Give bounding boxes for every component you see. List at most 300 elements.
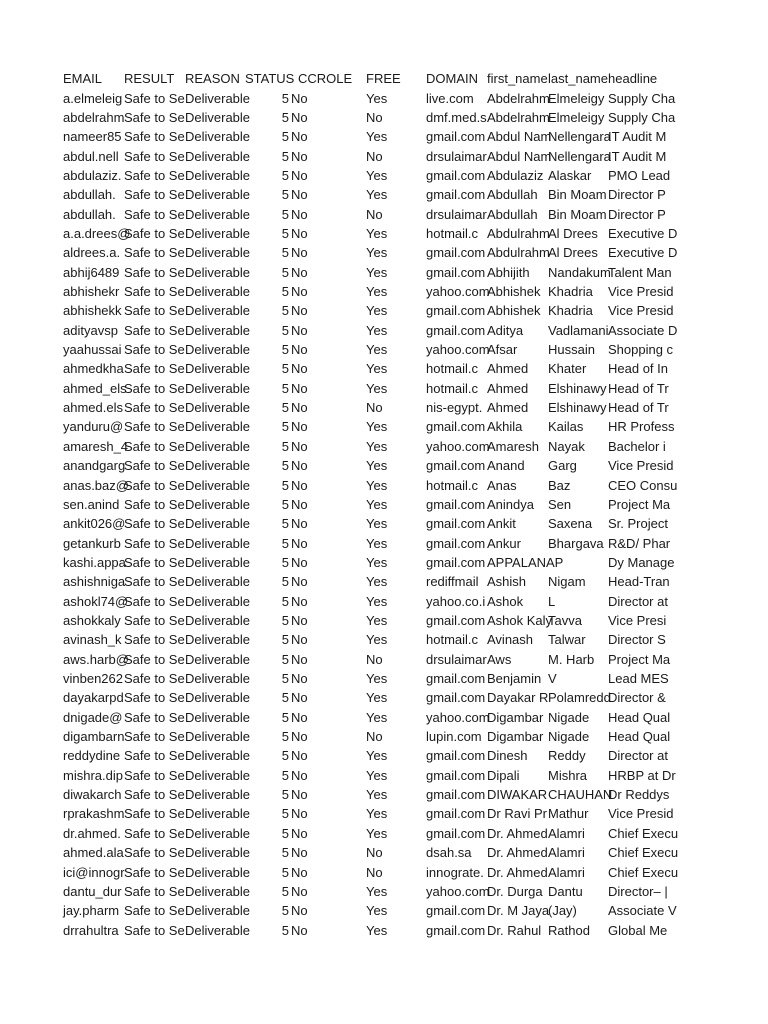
cell-result: Safe to Se bbox=[124, 148, 185, 164]
table-row bbox=[0, 301, 768, 320]
cell-last-name: Alamri bbox=[548, 845, 585, 861]
cell-free: Yes bbox=[366, 593, 388, 609]
cell-free: Yes bbox=[366, 671, 388, 686]
cell-ccrole: No bbox=[291, 671, 308, 686]
cell-first-name: Ahmed bbox=[487, 400, 529, 416]
cell-free: Yes bbox=[366, 806, 388, 822]
cell-ccrole: No bbox=[291, 245, 308, 261]
cell-reason: Deliverable bbox=[185, 167, 251, 183]
table-row bbox=[0, 785, 768, 804]
cell-headline: Director S bbox=[608, 632, 666, 648]
cell-domain: gmail.com bbox=[426, 496, 486, 512]
cell-headline: Director & bbox=[608, 690, 666, 706]
cell-last-name: Nigade bbox=[548, 729, 590, 745]
cell-email: abhishekr bbox=[63, 284, 120, 299]
cell-result: Safe to Se bbox=[124, 535, 185, 551]
cell-last-name: M. Harb bbox=[548, 651, 595, 667]
cell-email: ahmed.ala bbox=[63, 845, 124, 861]
cell-result: Safe to Se bbox=[124, 516, 185, 532]
cell-status: 5 bbox=[281, 419, 289, 435]
cell-ccrole: No bbox=[291, 109, 308, 125]
cell-free: Yes bbox=[366, 419, 388, 435]
cell-status: 5 bbox=[281, 129, 289, 145]
cell-first-name: Abdullah bbox=[487, 206, 538, 222]
cell-domain: gmail.com bbox=[426, 922, 486, 938]
cell-first-name: Dipali bbox=[487, 767, 520, 783]
cell-status: 5 bbox=[281, 535, 289, 551]
cell-status: 5 bbox=[281, 496, 289, 512]
cell-first-name: Dayakar R bbox=[487, 690, 549, 706]
cell-ccrole: No bbox=[291, 206, 308, 222]
cell-reason: Deliverable bbox=[185, 90, 251, 106]
cell-free: No bbox=[366, 845, 383, 861]
cell-email: ashishniga bbox=[63, 574, 126, 590]
cell-first-name: Dr. Ahmed bbox=[487, 845, 548, 861]
cell-reason: Deliverable bbox=[185, 612, 251, 628]
cell-headline: Sr. Project bbox=[608, 516, 668, 532]
cell-first-name: DIWAKAR bbox=[487, 787, 548, 803]
cell-domain: yahoo.com bbox=[426, 709, 490, 725]
table-row bbox=[0, 824, 768, 843]
cell-first-name: Ankit bbox=[487, 516, 516, 532]
cell-domain: gmail.com bbox=[426, 245, 486, 261]
cell-domain: gmail.com bbox=[426, 690, 486, 706]
cell-status: 5 bbox=[281, 109, 289, 125]
cell-domain: nis-egypt. bbox=[426, 400, 483, 416]
cell-last-name: Nellengara bbox=[548, 129, 611, 145]
cell-free: Yes bbox=[366, 496, 388, 512]
cell-email: dr.ahmed. bbox=[63, 825, 121, 841]
cell-first-name: Avinash bbox=[487, 632, 534, 648]
cell-last-name: Alamri bbox=[548, 825, 585, 841]
cell-email: ici@innogr bbox=[63, 864, 125, 880]
cell-headline: Executive D bbox=[608, 245, 678, 261]
cell-reason: Deliverable bbox=[185, 148, 251, 164]
cell-reason: Deliverable bbox=[185, 651, 251, 667]
cell-reason: Deliverable bbox=[185, 903, 251, 919]
cell-domain: gmail.com bbox=[426, 322, 486, 338]
cell-status: 5 bbox=[281, 303, 289, 319]
cell-ccrole: No bbox=[291, 496, 308, 512]
cell-status: 5 bbox=[281, 729, 289, 745]
cell-headline: Head Qual bbox=[608, 709, 671, 725]
cell-headline: Shopping c bbox=[608, 342, 674, 358]
cell-result: Safe to Se bbox=[124, 496, 185, 512]
cell-result: Safe to Se bbox=[124, 109, 185, 125]
cell-headline: CEO Consu bbox=[608, 477, 678, 493]
cell-free: Yes bbox=[366, 535, 388, 551]
cell-ccrole: No bbox=[291, 690, 308, 706]
cell-headline: R&D/ Phar bbox=[608, 535, 671, 551]
cell-email: ahmed_els bbox=[63, 380, 127, 396]
cell-headline: Associate V bbox=[608, 903, 677, 919]
cell-result: Safe to Se bbox=[124, 284, 185, 299]
cell-domain: yahoo.co.i bbox=[426, 593, 486, 609]
table-row bbox=[0, 688, 768, 707]
cell-result: Safe to Se bbox=[124, 361, 185, 377]
cell-domain: gmail.com bbox=[426, 516, 486, 532]
cell-email: reddydine bbox=[63, 748, 121, 764]
cell-domain: hotmail.c bbox=[426, 632, 479, 648]
cell-free: Yes bbox=[366, 903, 388, 919]
cell-headline: Head Qual bbox=[608, 729, 671, 745]
cell-first-name: Dr. Rahul bbox=[487, 922, 542, 938]
cell-result: Safe to Se bbox=[124, 845, 185, 861]
cell-reason: Deliverable bbox=[185, 729, 251, 745]
cell-email: nameer85 bbox=[63, 129, 122, 145]
cell-result: Safe to Se bbox=[124, 419, 185, 435]
cell-last-name: Nandakum bbox=[548, 264, 611, 280]
cell-status: 5 bbox=[281, 322, 289, 338]
cell-reason: Deliverable bbox=[185, 516, 251, 532]
cell-headline: Supply Cha bbox=[608, 90, 676, 106]
cell-result: Safe to Se bbox=[124, 129, 185, 145]
cell-first-name: Amaresh bbox=[487, 438, 540, 454]
cell-ccrole: No bbox=[291, 767, 308, 783]
cell-email: sen.anind bbox=[63, 496, 120, 512]
cell-ccrole: No bbox=[291, 748, 308, 764]
cell-last-name: L bbox=[548, 593, 556, 609]
cell-headline: Chief Execu bbox=[608, 825, 679, 841]
cell-ccrole: No bbox=[291, 303, 308, 319]
cell-last-name: Nigam bbox=[548, 574, 586, 590]
cell-headline: IT Audit M bbox=[608, 129, 667, 145]
cell-free: No bbox=[366, 651, 383, 667]
cell-last-name: Bhargava bbox=[548, 535, 604, 551]
cell-email: a.a.drees@ bbox=[63, 225, 131, 241]
table-row bbox=[0, 379, 768, 398]
cell-last-name: Khadria bbox=[548, 303, 593, 319]
table-row bbox=[0, 514, 768, 533]
cell-result: Safe to Se bbox=[124, 225, 185, 241]
cell-ccrole: No bbox=[291, 883, 308, 899]
cell-result: Safe to Se bbox=[124, 554, 185, 570]
cell-last-name: Kailas bbox=[548, 419, 584, 435]
cell-last-name: Elmeleigy bbox=[548, 90, 605, 106]
cell-first-name: Digambar bbox=[487, 709, 544, 725]
cell-result: Safe to Se bbox=[124, 477, 185, 493]
cell-domain: dmf.med.s bbox=[426, 109, 487, 125]
cell-free: Yes bbox=[366, 458, 388, 474]
header-email: EMAIL bbox=[63, 71, 103, 86]
cell-free: Yes bbox=[366, 554, 388, 570]
cell-status: 5 bbox=[281, 148, 289, 164]
cell-last-name: Saxena bbox=[548, 516, 593, 532]
cell-free: No bbox=[366, 109, 383, 125]
cell-status: 5 bbox=[281, 671, 289, 686]
cell-last-name: Baz bbox=[548, 477, 571, 493]
cell-reason: Deliverable bbox=[185, 554, 251, 570]
table-row bbox=[0, 708, 768, 727]
cell-ccrole: No bbox=[291, 593, 308, 609]
cell-free: No bbox=[366, 729, 383, 745]
cell-first-name: Ashok Kaly bbox=[487, 612, 553, 628]
table-row bbox=[0, 127, 768, 146]
header-result: RESULT bbox=[124, 71, 175, 86]
cell-status: 5 bbox=[281, 612, 289, 628]
cell-ccrole: No bbox=[291, 438, 308, 454]
cell-email: abhishekk bbox=[63, 303, 122, 319]
table-row bbox=[0, 108, 768, 127]
cell-domain: yahoo.com bbox=[426, 342, 490, 358]
cell-status: 5 bbox=[281, 767, 289, 783]
cell-email: a.elmeleig bbox=[63, 90, 123, 106]
cell-status: 5 bbox=[281, 651, 289, 667]
cell-email: digambarn bbox=[63, 729, 125, 745]
cell-email: jay.pharm bbox=[63, 903, 120, 919]
cell-ccrole: No bbox=[291, 458, 308, 474]
cell-last-name: Mishra bbox=[548, 767, 588, 783]
cell-ccrole: No bbox=[291, 729, 308, 745]
cell-free: Yes bbox=[366, 922, 388, 938]
table-row bbox=[0, 882, 768, 901]
cell-ccrole: No bbox=[291, 419, 308, 435]
cell-domain: gmail.com bbox=[426, 458, 486, 474]
cell-status: 5 bbox=[281, 187, 289, 203]
cell-free: Yes bbox=[366, 825, 388, 841]
cell-headline: Project Ma bbox=[608, 496, 671, 512]
cell-result: Safe to Se bbox=[124, 303, 185, 319]
cell-result: Safe to Se bbox=[124, 883, 185, 899]
cell-email: ahmed.els bbox=[63, 400, 123, 416]
cell-email: abdulaziz. bbox=[63, 167, 122, 183]
header-reason: REASON bbox=[185, 71, 240, 86]
cell-free: No bbox=[366, 148, 383, 164]
cell-headline: Executive D bbox=[608, 225, 678, 241]
cell-headline: Dr Reddys bbox=[608, 787, 670, 803]
header-row bbox=[0, 69, 768, 88]
table-row bbox=[0, 669, 768, 688]
cell-domain: hotmail.c bbox=[426, 477, 479, 493]
cell-last-name: Alaskar bbox=[548, 167, 592, 183]
cell-result: Safe to Se bbox=[124, 322, 185, 338]
cell-first-name: Abdul Nam bbox=[487, 129, 552, 145]
cell-status: 5 bbox=[281, 361, 289, 377]
cell-headline: HRBP at Dr bbox=[608, 767, 676, 783]
cell-last-name: Al Drees bbox=[548, 225, 598, 241]
cell-ccrole: No bbox=[291, 400, 308, 416]
cell-headline: Head of In bbox=[608, 361, 668, 377]
cell-email: abdullah. bbox=[63, 187, 116, 203]
cell-reason: Deliverable bbox=[185, 806, 251, 822]
cell-headline: Head-Tran bbox=[608, 574, 670, 590]
cell-result: Safe to Se bbox=[124, 825, 185, 841]
cell-email: abhij6489 bbox=[63, 264, 120, 280]
table-row bbox=[0, 224, 768, 243]
table-row bbox=[0, 417, 768, 436]
cell-result: Safe to Se bbox=[124, 167, 185, 183]
cell-result: Safe to Se bbox=[124, 380, 185, 396]
cell-result: Safe to Se bbox=[124, 458, 185, 474]
cell-status: 5 bbox=[281, 90, 289, 106]
table-row bbox=[0, 263, 768, 282]
header-free: FREE bbox=[366, 71, 401, 86]
table-row bbox=[0, 282, 768, 301]
cell-status: 5 bbox=[281, 400, 289, 416]
cell-ccrole: No bbox=[291, 709, 308, 725]
table-row bbox=[0, 863, 768, 882]
cell-first-name: Dr. Durga bbox=[487, 883, 543, 899]
cell-result: Safe to Se bbox=[124, 264, 185, 280]
cell-last-name: Bin Moam bbox=[548, 187, 607, 203]
cell-domain: dsah.sa bbox=[426, 845, 472, 861]
cell-first-name: APPALANAP bbox=[487, 554, 564, 570]
cell-email: amaresh_4 bbox=[63, 438, 129, 454]
cell-result: Safe to Se bbox=[124, 593, 185, 609]
cell-email: dayakarpd bbox=[63, 690, 124, 706]
cell-last-name bbox=[548, 553, 608, 572]
cell-status: 5 bbox=[281, 206, 289, 222]
cell-reason: Deliverable bbox=[185, 709, 251, 725]
cell-ccrole: No bbox=[291, 535, 308, 551]
cell-result: Safe to Se bbox=[124, 729, 185, 745]
cell-headline: Head of Tr bbox=[608, 380, 669, 396]
cell-reason: Deliverable bbox=[185, 477, 251, 493]
cell-email: yanduru@ bbox=[63, 419, 124, 435]
cell-headline: Vice Presid bbox=[608, 458, 674, 474]
table-row bbox=[0, 340, 768, 359]
cell-free: Yes bbox=[366, 709, 388, 725]
cell-domain: gmail.com bbox=[426, 787, 486, 803]
cell-headline: Lead MES bbox=[608, 671, 669, 686]
cell-reason: Deliverable bbox=[185, 496, 251, 512]
cell-first-name: Abdullah bbox=[487, 187, 538, 203]
cell-last-name: Nayak bbox=[548, 438, 585, 454]
cell-ccrole: No bbox=[291, 187, 308, 203]
cell-last-name: Garg bbox=[548, 458, 577, 474]
cell-last-name: Mathur bbox=[548, 806, 589, 822]
cell-result: Safe to Se bbox=[124, 767, 185, 783]
cell-headline: Vice Presid bbox=[608, 303, 674, 319]
header-status-ccrole: STATUS CCROLE bbox=[245, 71, 353, 86]
cell-ccrole: No bbox=[291, 612, 308, 628]
cell-headline: Talent Man bbox=[608, 264, 672, 280]
cell-headline: HR Profess bbox=[608, 419, 675, 435]
cell-free: Yes bbox=[366, 129, 388, 145]
cell-reason: Deliverable bbox=[185, 458, 251, 474]
cell-ccrole: No bbox=[291, 380, 308, 396]
cell-result: Safe to Se bbox=[124, 671, 185, 686]
table-row bbox=[0, 456, 768, 475]
cell-status: 5 bbox=[281, 516, 289, 532]
cell-status: 5 bbox=[281, 748, 289, 764]
cell-result: Safe to Se bbox=[124, 748, 185, 764]
cell-email: drrahultra bbox=[63, 922, 119, 938]
cell-status: 5 bbox=[281, 477, 289, 493]
cell-last-name: CHAUHAN bbox=[548, 787, 613, 803]
cell-ccrole: No bbox=[291, 922, 308, 938]
cell-headline: Global Me bbox=[608, 922, 668, 938]
cell-first-name: Ahmed bbox=[487, 380, 529, 396]
cell-email: ahmedkha bbox=[63, 361, 124, 377]
cell-result: Safe to Se bbox=[124, 806, 185, 822]
cell-result: Safe to Se bbox=[124, 787, 185, 803]
cell-ccrole: No bbox=[291, 264, 308, 280]
cell-status: 5 bbox=[281, 593, 289, 609]
cell-last-name: Khater bbox=[548, 361, 587, 377]
cell-free: Yes bbox=[366, 612, 388, 628]
header-domain: DOMAIN bbox=[426, 71, 478, 86]
cell-free: Yes bbox=[366, 264, 388, 280]
cell-last-name: Rathod bbox=[548, 922, 590, 938]
cell-status: 5 bbox=[281, 806, 289, 822]
cell-first-name: Ankur bbox=[487, 535, 521, 551]
cell-status: 5 bbox=[281, 225, 289, 241]
cell-status: 5 bbox=[281, 864, 289, 880]
cell-reason: Deliverable bbox=[185, 380, 251, 396]
table-row bbox=[0, 166, 768, 185]
cell-reason: Deliverable bbox=[185, 245, 251, 261]
cell-free: Yes bbox=[366, 767, 388, 783]
cell-free: Yes bbox=[366, 787, 388, 803]
cell-headline: PMO Lead bbox=[608, 167, 671, 183]
cell-result: Safe to Se bbox=[124, 574, 185, 590]
cell-domain: yahoo.com bbox=[426, 438, 490, 454]
cell-headline: Director at bbox=[608, 593, 668, 609]
cell-result: Safe to Se bbox=[124, 922, 185, 938]
cell-status: 5 bbox=[281, 438, 289, 454]
cell-ccrole: No bbox=[291, 284, 308, 299]
cell-email: abdullah. bbox=[63, 206, 116, 222]
cell-domain: yahoo.com bbox=[426, 883, 490, 899]
cell-headline: Director– | bbox=[608, 883, 668, 899]
cell-first-name: Abdelrahm bbox=[487, 109, 550, 125]
cell-status: 5 bbox=[281, 342, 289, 358]
cell-ccrole: No bbox=[291, 342, 308, 358]
cell-ccrole: No bbox=[291, 651, 308, 667]
cell-ccrole: No bbox=[291, 322, 308, 338]
cell-free: Yes bbox=[366, 225, 388, 241]
cell-status: 5 bbox=[281, 380, 289, 396]
cell-status: 5 bbox=[281, 690, 289, 706]
cell-reason: Deliverable bbox=[185, 864, 251, 880]
cell-last-name: Bin Moam bbox=[548, 206, 607, 222]
cell-reason: Deliverable bbox=[185, 206, 251, 222]
cell-free: Yes bbox=[366, 748, 388, 764]
cell-first-name: Abdulaziz bbox=[487, 167, 544, 183]
cell-status: 5 bbox=[281, 883, 289, 899]
cell-domain: rediffmail bbox=[426, 574, 479, 590]
cell-domain: gmail.com bbox=[426, 129, 486, 145]
cell-email: anas.baz@ bbox=[63, 477, 129, 493]
cell-last-name: Alamri bbox=[548, 864, 585, 880]
cell-result: Safe to Se bbox=[124, 612, 185, 628]
cell-headline: Chief Execu bbox=[608, 864, 679, 880]
cell-reason: Deliverable bbox=[185, 361, 251, 377]
cell-result: Safe to Se bbox=[124, 651, 185, 667]
cell-first-name: Abdelrahm bbox=[487, 90, 550, 106]
table-row bbox=[0, 147, 768, 166]
cell-email: dantu_dur bbox=[63, 883, 122, 899]
table-row bbox=[0, 650, 768, 669]
cell-free: Yes bbox=[366, 342, 388, 358]
cell-result: Safe to Se bbox=[124, 709, 185, 725]
cell-status: 5 bbox=[281, 632, 289, 648]
cell-domain: hotmail.c bbox=[426, 361, 479, 377]
table-row bbox=[0, 572, 768, 591]
cell-last-name: Sen bbox=[548, 496, 572, 512]
cell-domain: hotmail.c bbox=[426, 225, 479, 241]
cell-status: 5 bbox=[281, 458, 289, 474]
cell-email: ankit026@ bbox=[63, 516, 126, 532]
cell-result: Safe to Se bbox=[124, 90, 185, 106]
cell-email: yaahussai bbox=[63, 342, 122, 358]
table-row bbox=[0, 553, 768, 572]
cell-reason: Deliverable bbox=[185, 671, 251, 686]
cell-headline: Vice Presi bbox=[608, 612, 667, 628]
table-row bbox=[0, 611, 768, 630]
cell-first-name: Dr. Ahmed bbox=[487, 825, 548, 841]
